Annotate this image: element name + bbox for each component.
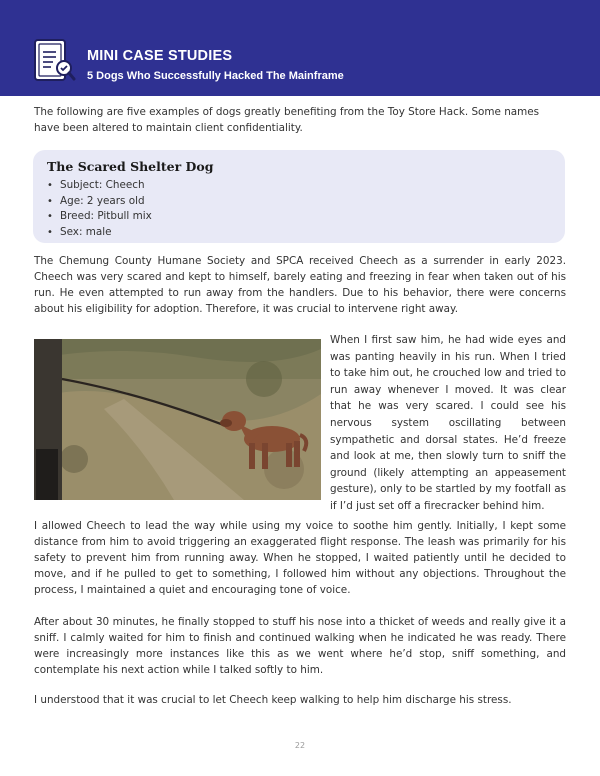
page-number: 22 xyxy=(294,741,306,750)
bullet-icon: • xyxy=(47,226,53,238)
bullet-icon: • xyxy=(47,195,53,207)
bullet-icon: • xyxy=(47,211,53,222)
bullet-icon: • xyxy=(47,180,53,191)
case-detail-item: • Age: 2 years old xyxy=(47,194,152,210)
body-paragraph-3: I allowed Cheech to lead the way while using my voice to soothe him gently. Initially, I kept some distance from him to avoid triggering an exaggerated flight response. The leash was primarily for his safety to prevent him from running away. When he stopped, I waited patiently until he decided to move, and if he pulled to get to something, I followed him without any objections. Throughout the process, I maintained a quiet and encouraging tone of voice. xyxy=(34,520,566,596)
body-paragraph-4: After about 30 minutes, he finally stopped to stuff his nose into a thicket of weeds and really give it a sniff. I calmly waited for him to finish and continued walking when he indicated he was ready. There were increasingly more instances like this as we went where he’d stop, sniff something, and contemplate his next action while I talked softly to him. xyxy=(34,616,566,676)
case-summary-box xyxy=(33,150,565,243)
case-study-document-icon xyxy=(33,38,77,84)
page-header xyxy=(0,0,600,96)
case-detail-item: • Sex: male xyxy=(47,225,152,241)
intro-paragraph: The following are five examples of dogs greatly benefiting from the Toy Store Hack. Some names have been altered to maintain client confidentiality. xyxy=(34,106,540,134)
body-paragraph-2: When I first saw him, he had wide eyes and was panting heavily in his run. When I tried to take him out, he crouched low and tried to run away whenever I moved. It was clear that he was very scared. I could see his nervous system oscillating between sympathetic and dorsal states. He’d freeze and look at me, then slowly turn to sniff the ground (likely attempting an appeasement gesture), only to be startled by my footfall as if I’d just set off a firecracker behind him. xyxy=(330,334,566,512)
case-detail-item: • Breed: Pitbull mix xyxy=(47,209,152,225)
case-details-list xyxy=(47,178,152,240)
header-title: MINI CASE STUDIES xyxy=(87,48,233,64)
body-paragraph-5: I understood that it was crucial to let Cheech keep walking to help him discharge his stress. xyxy=(34,694,512,706)
dog-photo xyxy=(34,339,321,500)
case-title: The Scared Shelter Dog xyxy=(47,159,214,174)
case-detail-item: • Subject: Cheech xyxy=(47,178,152,194)
header-subtitle: 5 Dogs Who Successfully Hacked The Mainframe xyxy=(87,70,344,82)
body-paragraph-1: The Chemung County Humane Society and SPCA received Cheech as a surrender in early 2023. Cheech was very scared and kept to himself, barely eating and freezing in fear when taken out of his run. He even attempted to run away from the handlers. Due to his behavior, there were concerns about his eligibility for adoption. Therefore, it was crucial to intervene right away. xyxy=(34,255,566,315)
